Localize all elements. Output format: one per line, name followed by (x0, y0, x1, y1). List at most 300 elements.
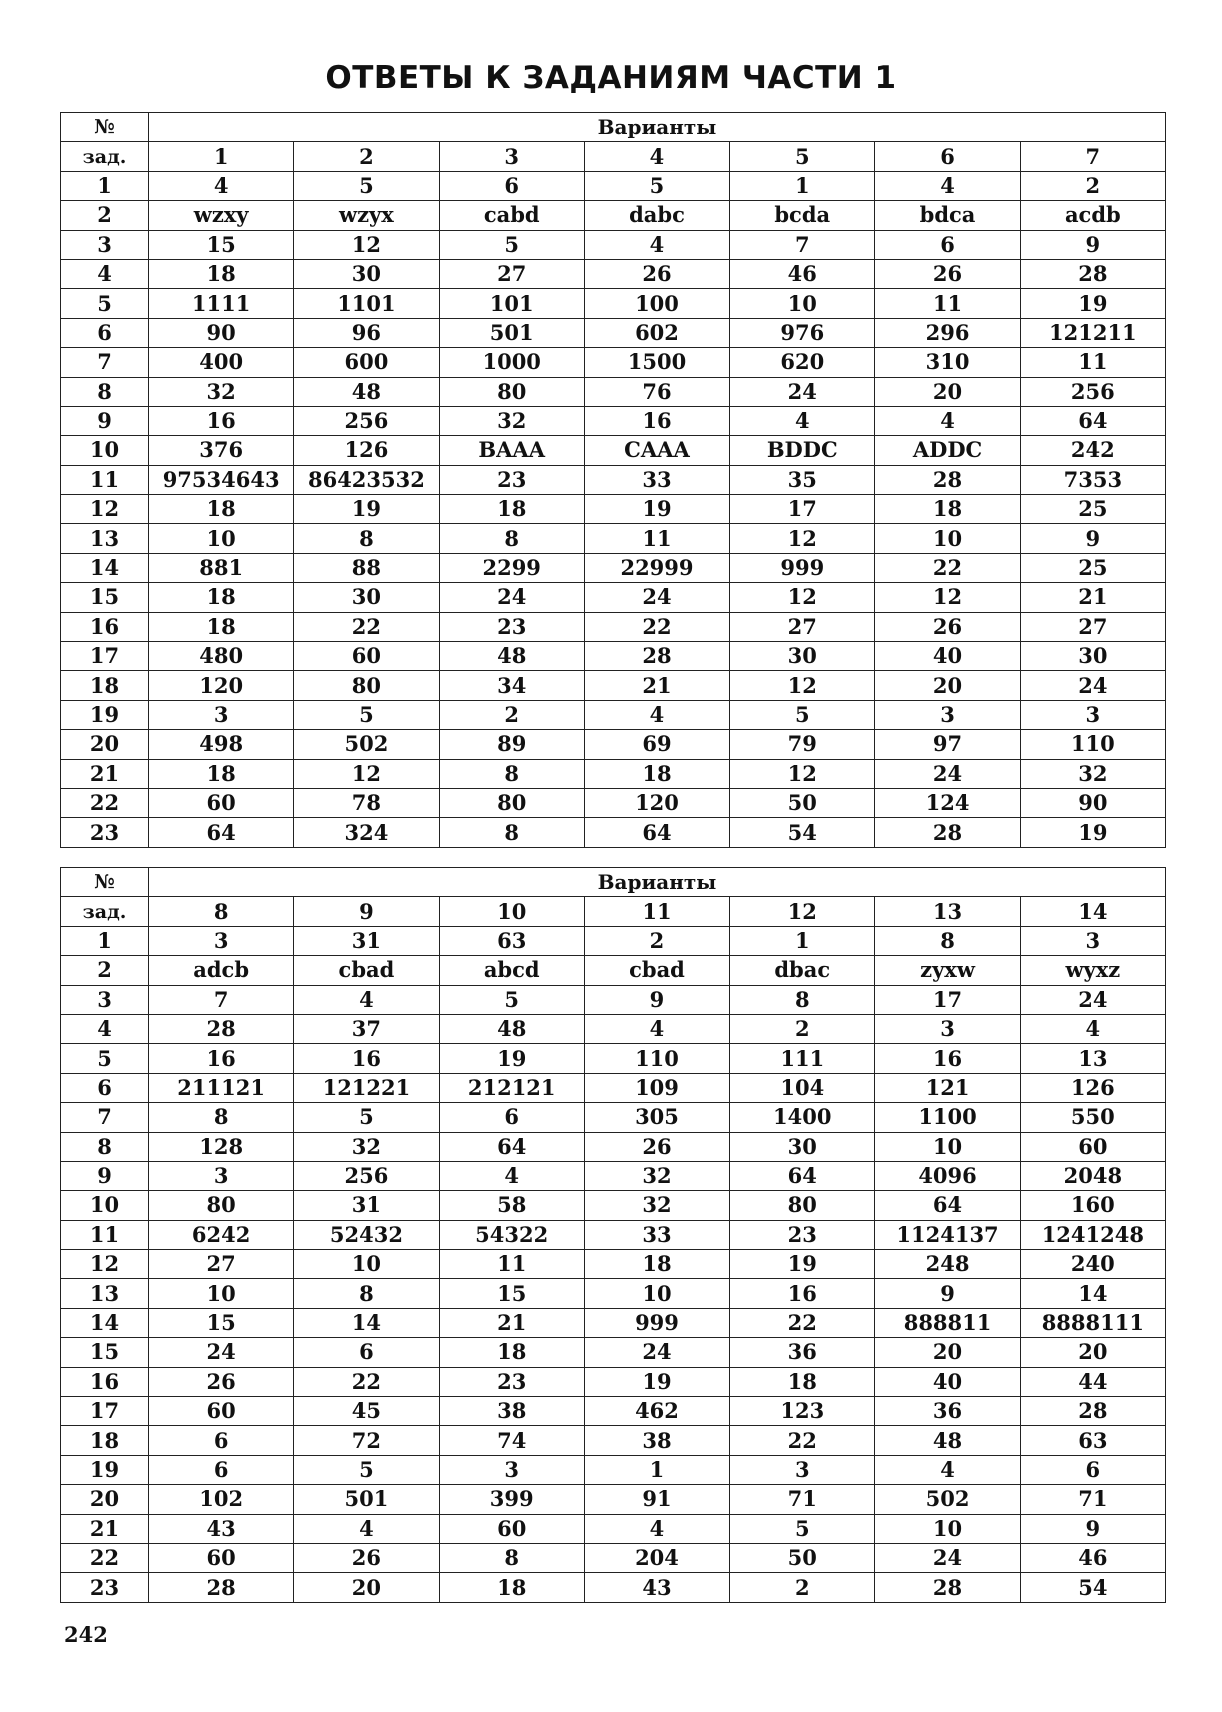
answer-cell: 64 (584, 818, 729, 847)
answer-cell: 33 (584, 1220, 729, 1249)
table-row (61, 583, 1166, 612)
task-number: 7 (61, 348, 149, 377)
table-row (61, 1485, 1166, 1514)
answer-cell: 60 (1020, 1132, 1165, 1161)
answer-cell: 600 (294, 348, 439, 377)
table-row (61, 553, 1166, 582)
answer-cell: 123 (730, 1397, 875, 1426)
answer-cell: 60 (149, 788, 294, 817)
table-row (61, 318, 1166, 347)
task-number: 9 (61, 406, 149, 435)
answer-cell: 3 (875, 1014, 1020, 1043)
answer-cell: 109 (584, 1073, 729, 1102)
answer-cell: 48 (875, 1426, 1020, 1455)
answer-cell: 44 (1020, 1367, 1165, 1396)
answer-cell: 11 (1020, 348, 1165, 377)
variant-header-3: 3 (439, 142, 584, 171)
table-row (61, 1103, 1166, 1132)
answer-cell: 91 (584, 1485, 729, 1514)
answer-cell: 22 (294, 612, 439, 641)
answer-cell: 10 (875, 1132, 1020, 1161)
table-row (61, 171, 1166, 200)
answer-cell: cbad (294, 956, 439, 985)
answers-body (61, 926, 1166, 1602)
answer-cell: 2 (584, 926, 729, 955)
answer-cell: 43 (584, 1573, 729, 1602)
answer-cell: 9 (1020, 1514, 1165, 1543)
header-row-top (61, 113, 1166, 142)
answer-cell: 1000 (439, 348, 584, 377)
answers-body (61, 171, 1166, 847)
answer-cell: 64 (875, 1191, 1020, 1220)
answer-cell: wzyx (294, 201, 439, 230)
answer-cell: 21 (584, 671, 729, 700)
answer-cell: 6 (149, 1426, 294, 1455)
answer-cell: 18 (149, 495, 294, 524)
answer-cell: 28 (875, 818, 1020, 847)
answer-cell: 9 (584, 985, 729, 1014)
task-number: 13 (61, 524, 149, 553)
answer-cell: 5 (294, 1455, 439, 1484)
answer-cell: 18 (730, 1367, 875, 1396)
task-number: 12 (61, 495, 149, 524)
answer-cell: 64 (439, 1132, 584, 1161)
answer-cell: 38 (439, 1397, 584, 1426)
answer-cell: 101 (439, 289, 584, 318)
answer-cell: 19 (584, 495, 729, 524)
task-number: 18 (61, 1426, 149, 1455)
page-number: 242 (64, 1622, 108, 1647)
table-row (61, 1191, 1166, 1220)
task-number: 1 (61, 926, 149, 955)
answer-cell: 9 (875, 1279, 1020, 1308)
answer-cell: 12 (875, 583, 1020, 612)
answer-cell: 46 (1020, 1543, 1165, 1572)
task-number: 20 (61, 1485, 149, 1514)
answer-cell: 11 (875, 289, 1020, 318)
answer-cell: 6 (439, 171, 584, 200)
answer-cell: 8 (730, 985, 875, 1014)
answer-cell: 22 (730, 1308, 875, 1337)
table-row (61, 612, 1166, 641)
table-row (61, 926, 1166, 955)
answer-cell: 16 (584, 406, 729, 435)
answer-cell: 104 (730, 1073, 875, 1102)
answer-cell: dabc (584, 201, 729, 230)
answer-cell: 120 (584, 788, 729, 817)
answer-cell: 10 (584, 1279, 729, 1308)
variant-header-5: 5 (730, 142, 875, 171)
answer-cell: 1241248 (1020, 1220, 1165, 1249)
answer-cell: 28 (875, 465, 1020, 494)
answer-cell: 8 (875, 926, 1020, 955)
task-number: 10 (61, 436, 149, 465)
answer-cell: 19 (439, 1044, 584, 1073)
answer-cell: 79 (730, 730, 875, 759)
task-number: 4 (61, 259, 149, 288)
answer-cell: 296 (875, 318, 1020, 347)
answer-cell: 3 (439, 1455, 584, 1484)
answer-cell: 71 (730, 1485, 875, 1514)
answer-cell: 18 (149, 259, 294, 288)
answer-cell: 3 (1020, 700, 1165, 729)
answer-cell: 24 (875, 759, 1020, 788)
answer-cell: 9 (1020, 230, 1165, 259)
answer-cell: 8 (149, 1103, 294, 1132)
answer-cell: dbac (730, 956, 875, 985)
answer-cell: 881 (149, 553, 294, 582)
task-number: 11 (61, 1220, 149, 1249)
answer-cell: 240 (1020, 1250, 1165, 1279)
answer-cell: 80 (730, 1191, 875, 1220)
answer-cell: 5 (439, 230, 584, 259)
answer-cell: 256 (294, 406, 439, 435)
answer-cell: 30 (294, 583, 439, 612)
answer-cell: 26 (875, 259, 1020, 288)
answer-cell: 10 (294, 1250, 439, 1279)
answer-cell: 18 (149, 583, 294, 612)
answer-cell: 4 (875, 406, 1020, 435)
answer-cell: 126 (294, 436, 439, 465)
answer-cell: 8888111 (1020, 1308, 1165, 1337)
answer-cell: 242 (1020, 436, 1165, 465)
answer-cell: 1400 (730, 1103, 875, 1132)
answer-cell: 501 (294, 1485, 439, 1514)
answer-cell: bcda (730, 201, 875, 230)
answer-cell: 6 (439, 1103, 584, 1132)
answer-cell: 22 (875, 553, 1020, 582)
answer-cell: 8 (294, 1279, 439, 1308)
task-number: 22 (61, 1543, 149, 1572)
answer-cell: 78 (294, 788, 439, 817)
task-number: 7 (61, 1103, 149, 1132)
answer-cell: 23 (730, 1220, 875, 1249)
answers-table-variants-1-7 (60, 112, 1166, 848)
answer-cell: 24 (584, 1338, 729, 1367)
answer-cell: 90 (1020, 788, 1165, 817)
table-row (61, 377, 1166, 406)
answer-cell: 160 (1020, 1191, 1165, 1220)
answer-cell: 72 (294, 1426, 439, 1455)
answer-cell: 80 (439, 377, 584, 406)
answer-cell: 46 (730, 259, 875, 288)
answer-cell: 4 (294, 985, 439, 1014)
table-row (61, 759, 1166, 788)
answer-cell: 86423532 (294, 465, 439, 494)
table-row (61, 956, 1166, 985)
answer-cell: 27 (1020, 612, 1165, 641)
answer-cell: 22 (730, 1426, 875, 1455)
answer-cell: 26 (875, 612, 1020, 641)
table-row (61, 642, 1166, 671)
answer-cell: 10 (149, 1279, 294, 1308)
answer-cell: 502 (294, 730, 439, 759)
answer-cell: 80 (439, 788, 584, 817)
answer-cell: 20 (875, 377, 1020, 406)
answer-cell: 256 (294, 1161, 439, 1190)
answer-cell: 620 (730, 348, 875, 377)
answer-cell: 60 (149, 1543, 294, 1572)
answer-cell: 4096 (875, 1161, 1020, 1190)
answer-cell: 63 (439, 926, 584, 955)
answer-cell: 36 (875, 1397, 1020, 1426)
answer-cell: 15 (149, 230, 294, 259)
answer-cell: 24 (730, 377, 875, 406)
answer-cell: 26 (584, 259, 729, 288)
task-number: 4 (61, 1014, 149, 1043)
answer-cell: 16 (730, 1279, 875, 1308)
answers-table-variants-8-14 (60, 867, 1166, 1603)
answer-cell: 12 (294, 230, 439, 259)
variant-header-8: 8 (149, 897, 294, 926)
task-number: 17 (61, 642, 149, 671)
answer-cell: 35 (730, 465, 875, 494)
answer-cell: 10 (875, 524, 1020, 553)
answer-cell: 18 (584, 1250, 729, 1279)
answer-cell: 6 (1020, 1455, 1165, 1484)
answer-cell: 48 (439, 642, 584, 671)
answer-cell: 17 (730, 495, 875, 524)
header-row-variants (61, 897, 1166, 926)
answer-cell: 23 (439, 465, 584, 494)
answer-cell: 24 (439, 583, 584, 612)
answer-cell: 22999 (584, 553, 729, 582)
answer-cell: 4 (584, 1514, 729, 1543)
table-row (61, 730, 1166, 759)
answer-cell: 30 (730, 642, 875, 671)
answer-cell: BAAA (439, 436, 584, 465)
answer-cell: 121211 (1020, 318, 1165, 347)
table-row (61, 1044, 1166, 1073)
answer-cell: 305 (584, 1103, 729, 1132)
table-row (61, 436, 1166, 465)
answer-cell: 18 (875, 495, 1020, 524)
answer-cell: 11 (584, 524, 729, 553)
answer-cell: 124 (875, 788, 1020, 817)
task-number: 6 (61, 1073, 149, 1102)
variant-header-1: 1 (149, 142, 294, 171)
answer-cell: 74 (439, 1426, 584, 1455)
answer-cell: 26 (149, 1367, 294, 1396)
answer-cell: 888811 (875, 1308, 1020, 1337)
variants-label: Варианты (149, 868, 1166, 897)
answer-cell: 5 (439, 985, 584, 1014)
table-row (61, 671, 1166, 700)
variant-header-10: 10 (439, 897, 584, 926)
answer-cell: 310 (875, 348, 1020, 377)
task-number: 5 (61, 1044, 149, 1073)
answer-cell: 36 (730, 1338, 875, 1367)
answer-cell: 12 (294, 759, 439, 788)
header-row-top (61, 868, 1166, 897)
table-row (61, 985, 1166, 1014)
answer-cell: abcd (439, 956, 584, 985)
answer-cell: acdb (1020, 201, 1165, 230)
task-number-label: № (61, 868, 149, 897)
answer-cell: 30 (1020, 642, 1165, 671)
answer-cell: cabd (439, 201, 584, 230)
answer-cell: 3 (730, 1455, 875, 1484)
answer-cell: 23 (439, 1367, 584, 1396)
answer-cell: 22 (294, 1367, 439, 1396)
answer-cell: 18 (149, 612, 294, 641)
answer-cell: 4 (439, 1161, 584, 1190)
task-number: 20 (61, 730, 149, 759)
answer-cell: 14 (294, 1308, 439, 1337)
answer-cell: 4 (584, 700, 729, 729)
answer-cell: 212121 (439, 1073, 584, 1102)
task-number: 19 (61, 700, 149, 729)
task-number: 15 (61, 583, 149, 612)
answer-cell: adcb (149, 956, 294, 985)
table-row (61, 1279, 1166, 1308)
variant-header-12: 12 (730, 897, 875, 926)
answer-cell: 24 (149, 1338, 294, 1367)
answer-cell: 28 (584, 642, 729, 671)
variant-header-11: 11 (584, 897, 729, 926)
table-row (61, 1573, 1166, 1602)
answer-cell: 24 (1020, 985, 1165, 1014)
answer-cell: 21 (439, 1308, 584, 1337)
answer-cell: 30 (294, 259, 439, 288)
header-row-variants (61, 142, 1166, 171)
answer-cell: 999 (584, 1308, 729, 1337)
answer-cell: 128 (149, 1132, 294, 1161)
answer-cell: 54 (1020, 1573, 1165, 1602)
task-number: 21 (61, 1514, 149, 1543)
table-row (61, 1308, 1166, 1337)
answer-cell: 96 (294, 318, 439, 347)
answer-cell: 60 (149, 1397, 294, 1426)
table-row (61, 230, 1166, 259)
answer-cell: 4 (294, 1514, 439, 1543)
table-row (61, 289, 1166, 318)
answer-cell: BDDC (730, 436, 875, 465)
task-number: 14 (61, 553, 149, 582)
answer-cell: 120 (149, 671, 294, 700)
answer-cell: 27 (149, 1250, 294, 1279)
answer-cell: 76 (584, 377, 729, 406)
answer-cell: 121221 (294, 1073, 439, 1102)
answer-cell: 32 (294, 1132, 439, 1161)
answer-cell: 19 (1020, 818, 1165, 847)
task-number: 10 (61, 1191, 149, 1220)
answer-cell: 32 (1020, 759, 1165, 788)
task-label: зад. (61, 142, 149, 171)
answer-cell: 89 (439, 730, 584, 759)
answer-cell: 248 (875, 1250, 1020, 1279)
answer-cell: ADDC (875, 436, 1020, 465)
task-number: 2 (61, 201, 149, 230)
answer-cell: 28 (1020, 259, 1165, 288)
variant-header-6: 6 (875, 142, 1020, 171)
answer-cell: 30 (730, 1132, 875, 1161)
answer-cell: 16 (294, 1044, 439, 1073)
answer-cell: 25 (1020, 553, 1165, 582)
answer-cell: 37 (294, 1014, 439, 1043)
answer-cell: 19 (1020, 289, 1165, 318)
answer-cell: 15 (149, 1308, 294, 1337)
answer-cell: 58 (439, 1191, 584, 1220)
task-label: зад. (61, 897, 149, 926)
answer-cell: 8 (439, 818, 584, 847)
answer-cell: 43 (149, 1514, 294, 1543)
answer-cell: 10 (149, 524, 294, 553)
answer-cell: 4 (584, 1014, 729, 1043)
variant-header-2: 2 (294, 142, 439, 171)
table-row (61, 1514, 1166, 1543)
answer-cell: 2 (730, 1573, 875, 1602)
answer-cell: 26 (584, 1132, 729, 1161)
answer-cell: 2 (730, 1014, 875, 1043)
answer-cell: 5 (294, 171, 439, 200)
answer-cell: 7 (149, 985, 294, 1014)
answer-cell: 45 (294, 1397, 439, 1426)
task-number: 21 (61, 759, 149, 788)
answer-cell: 64 (1020, 406, 1165, 435)
answer-cell: 1100 (875, 1103, 1020, 1132)
task-number: 19 (61, 1455, 149, 1484)
answer-cell: 256 (1020, 377, 1165, 406)
answer-cell: 38 (584, 1426, 729, 1455)
table-row (61, 1338, 1166, 1367)
table-row (61, 465, 1166, 494)
table-row (61, 1161, 1166, 1190)
answer-cell: 3 (149, 700, 294, 729)
answer-cell: 4 (730, 406, 875, 435)
answer-cell: 80 (149, 1191, 294, 1220)
task-number: 8 (61, 377, 149, 406)
answer-cell: 6 (875, 230, 1020, 259)
answer-cell: 1124137 (875, 1220, 1020, 1249)
answer-cell: 8 (294, 524, 439, 553)
table-row (61, 1132, 1166, 1161)
task-number: 5 (61, 289, 149, 318)
task-number-label: № (61, 113, 149, 142)
answer-cell: 18 (439, 1338, 584, 1367)
answer-cell: 14 (1020, 1279, 1165, 1308)
answer-cell: 12 (730, 759, 875, 788)
answer-cell: 23 (439, 612, 584, 641)
answer-cell: wzxy (149, 201, 294, 230)
answer-cell: 31 (294, 1191, 439, 1220)
answer-cell: 1 (730, 926, 875, 955)
task-number: 8 (61, 1132, 149, 1161)
answer-cell: 1111 (149, 289, 294, 318)
answer-cell: 64 (730, 1161, 875, 1190)
answer-cell: 18 (439, 1573, 584, 1602)
answer-cell: 60 (294, 642, 439, 671)
answer-cell: 501 (439, 318, 584, 347)
task-number: 12 (61, 1250, 149, 1279)
table-row (61, 201, 1166, 230)
answer-cell: 11 (439, 1250, 584, 1279)
answer-cell: 24 (875, 1543, 1020, 1572)
variant-header-13: 13 (875, 897, 1020, 926)
answer-cell: 10 (730, 289, 875, 318)
task-number: 9 (61, 1161, 149, 1190)
answer-cell: 204 (584, 1543, 729, 1572)
answer-cell: 16 (149, 406, 294, 435)
table-row (61, 1426, 1166, 1455)
answer-cell: 1500 (584, 348, 729, 377)
answer-cell: 18 (439, 495, 584, 524)
answer-cell: 126 (1020, 1073, 1165, 1102)
task-number: 16 (61, 1367, 149, 1396)
answer-cell: 376 (149, 436, 294, 465)
page-title: ОТВЕТЫ К ЗАДАНИЯМ ЧАСТИ 1 (325, 60, 897, 96)
answer-cell: 498 (149, 730, 294, 759)
